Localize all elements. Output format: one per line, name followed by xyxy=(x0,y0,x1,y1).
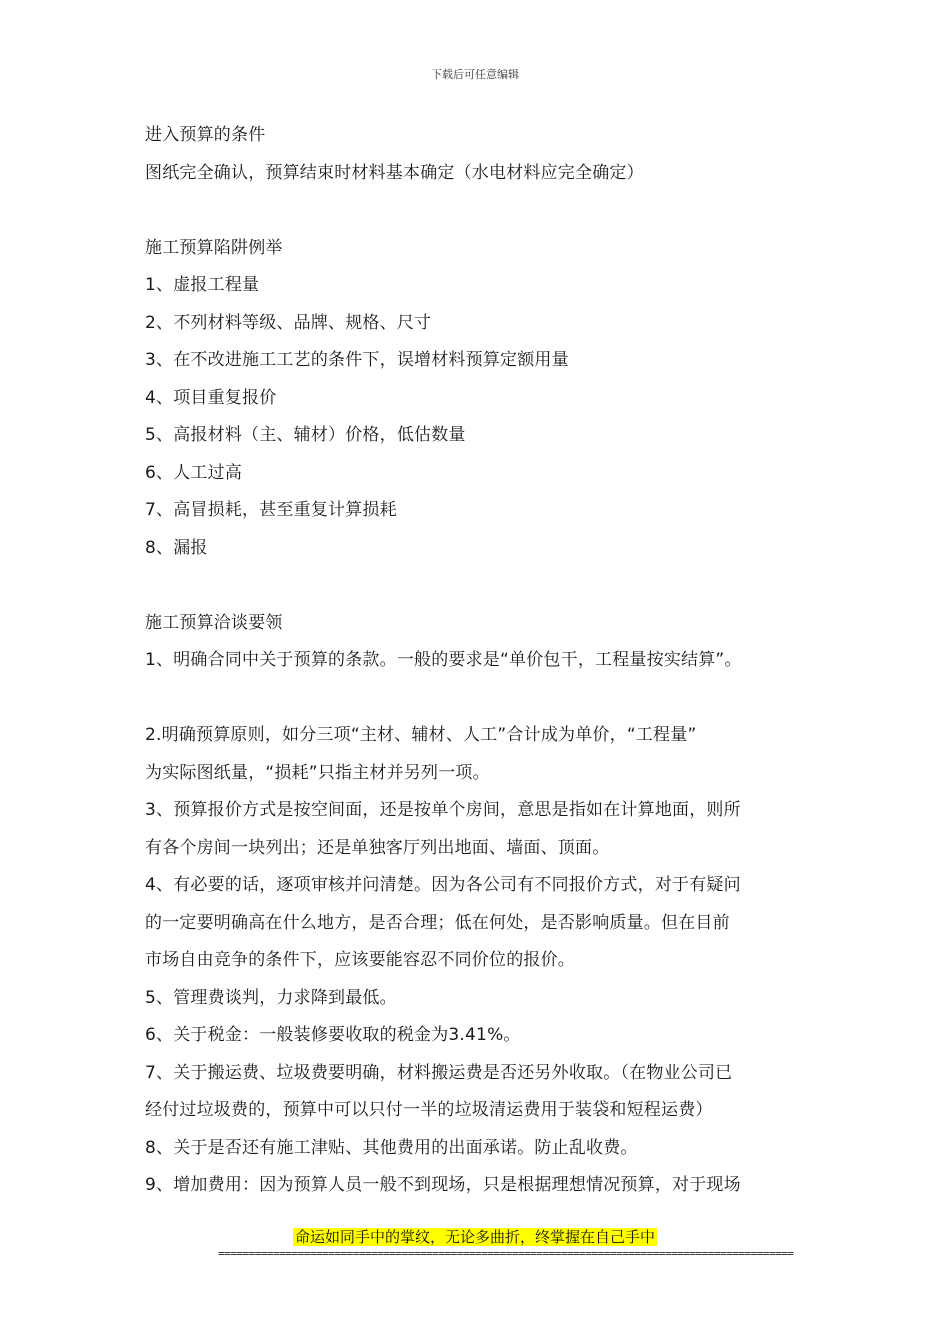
conditions-text: 图纸完全确认，预算结束时材料基本确定（水电材料应完全确定） xyxy=(145,162,644,183)
negotiation-item-4-line: 的一定要明确高在什么地方，是否合理；低在何处，是否影响质量。但在目前 xyxy=(145,912,730,933)
footer-rule: ============================================================================================== xyxy=(218,1248,794,1260)
blank-line xyxy=(145,567,825,605)
negotiation-item-2-line: 2.明确预算原则，如分三项“主材、辅材、人工”合计成为单价，“工程量” xyxy=(145,725,697,745)
negotiation-item-9: 9、增加费用：因为预算人员一般不到现场，只是根据理想情况预算，对于现场 xyxy=(145,1175,741,1195)
blank-line xyxy=(145,192,825,230)
negotiation-item-7-line: 7、关于搬运费、垃圾费要明确，材料搬运费是否还另外收取。（在物业公司已 xyxy=(145,1062,733,1083)
negotiation-item-7-line: 经付过垃圾费的，预算中可以只付一半的垃圾清运费用于装袋和短程运费） xyxy=(145,1100,713,1120)
trap-item: 1、虚报工程量 xyxy=(145,275,260,295)
negotiation-item-3-line: 有各个房间一块列出；还是单独客厅列出地面、墙面、顶面。 xyxy=(145,837,610,858)
negotiation-item-4-line: 4、有必要的话，逐项审核并问清楚。因为各公司有不同报价方式，对于有疑问 xyxy=(145,875,741,895)
negotiation-item-6: 6、关于税金：一般装修要收取的税金为3.41%。 xyxy=(145,1025,521,1045)
trap-item: 5、高报材料（主、辅材）价格，低估数量 xyxy=(145,425,466,445)
negotiation-item-3-line: 3、预算报价方式是按空间面，还是按单个房间，意思是指如在计算地面，则所 xyxy=(145,800,741,820)
document-body xyxy=(145,117,825,1205)
negotiation-item-1: 1、明确合同中关于预算的条款。一般的要求是“单价包干，工程量按实结算”。 xyxy=(145,650,742,670)
trap-item: 2、不列材料等级、品牌、规格、尺寸 xyxy=(145,312,432,333)
footer-motto-text: 命运如同手中的掌纹，无论多曲折，终掌握在自己手中 xyxy=(294,1228,655,1246)
negotiation-item-2-line: 为实际图纸量，“损耗”只指主材并另列一项。 xyxy=(145,762,490,783)
negotiation-item-8: 8、关于是否还有施工津贴、其他费用的出面承诺。防止乱收费。 xyxy=(145,1137,638,1158)
footer-motto xyxy=(0,1227,950,1247)
trap-item: 3、在不改进施工工艺的条件下，误增材料预算定额用量 xyxy=(145,350,569,370)
section-title-conditions: 进入预算的条件 xyxy=(145,125,266,145)
trap-item: 4、项目重复报价 xyxy=(145,387,277,408)
blank-line xyxy=(145,680,825,718)
section-title-negotiation: 施工预算洽谈要领 xyxy=(145,612,283,633)
trap-item: 7、高冒损耗，甚至重复计算损耗 xyxy=(145,500,397,520)
negotiation-item-4-line: 市场自由竞争的条件下，应该要能容忍不同价位的报价。 xyxy=(145,950,575,970)
trap-item: 6、人工过高 xyxy=(145,462,243,483)
section-title-traps: 施工预算陷阱例举 xyxy=(145,237,283,258)
header-note: 下载后可任意编辑 xyxy=(431,68,519,81)
negotiation-item-5: 5、管理费谈判，力求降到最低。 xyxy=(145,987,397,1008)
trap-item: 8、漏报 xyxy=(145,537,208,558)
